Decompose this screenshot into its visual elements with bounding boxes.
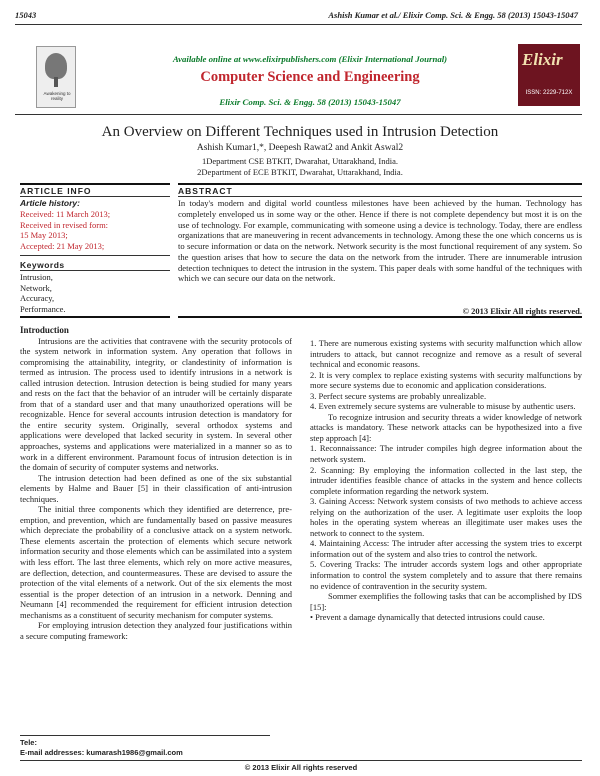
issn-label: ISSN: 2229-712X [525, 90, 573, 96]
keyword: Accuracy, [20, 293, 55, 303]
abstract-copyright: © 2013 Elixir All rights reserved. [462, 306, 582, 316]
paragraph: 1. There are numerous existing systems with security malfunction which allow intruders to attack, but cannot recognize and remove as a result of several technical and economic reasons. [310, 338, 582, 370]
running-header-citation: Ashish Kumar et al./ Elixir Comp. Sci. & Engg. 58 (2013) 15043-15047 [328, 10, 578, 20]
revised-label: Received in revised form: [20, 219, 109, 230]
elixir-logo [518, 44, 580, 106]
page-number: 15043 [15, 10, 37, 20]
paragraph: For employing intrusion detection they analyzed four justifications within a secure computing framework: [20, 620, 292, 641]
keyword: Intrusion, [20, 272, 53, 282]
paragraph: • Prevent a damage dynamically that detected intrusions could cause. [310, 612, 545, 623]
abstract-text: In today's modern and digital world countless milestones have been achieved by the human. Technology has completely enveloped us in some way or the other. Hence if there is not complete dependency but most it is on the use of technology. For example, communicating with someone using a device is technology. Today, there are endless organizations that are maneuvering in recent advancements in technology. Among these the one which concerns us is to secure information or data on the network. Network security is the most functional requirement of any system. So the question arises that how to secure the data on the network from the intruder. There are innumerable intrusion detection techniques to detect the intrusion in the system. This paper deals with some handful of the techniques with which we can secure our data on the network. [178, 198, 582, 284]
affiliation-2: 2Department of ECE BTKIT, Dwarahat, Uttarakhand, India. [197, 167, 403, 177]
elixir-logo-word: Elixir [522, 50, 563, 69]
journal-citation-line: Elixir Comp. Sci. & Engg. 58 (2013) 15043-15047 [219, 97, 401, 107]
publisher-logo [36, 46, 76, 108]
footer-copyright: © 2013 Elixir All rights reserved [244, 763, 358, 772]
revised-date: 15 May 2013; [20, 230, 68, 240]
article-info-heading: ARTICLE INFO [20, 186, 92, 196]
logo-caption: Awakening to reality [43, 91, 71, 101]
paragraph: 2. It is very complex to replace existing systems with security malfunctions by more secure systems due to economic and application considerations. [310, 369, 582, 391]
paragraph: 4. Maintaining Access: The intruder after accessing the system tries to excerpt information out of the system and also tries to control the network. [310, 538, 582, 559]
paragraph: To recognize intrusion and security threats a wider knowledge of network attacks is mandatory. These network attacks can be hypothesized into a five step approach [4]: [310, 411, 582, 443]
keyword: Network, [20, 282, 52, 293]
paragraph: 3. Gaining Access: Network system consists of two methods to achieve access relying on the authorization of the user. A legitimate user exploits the loop holes in the operating system whereas an illegitimate user makes uses the network to connect to the system. [310, 496, 582, 538]
footnote-rule [20, 735, 270, 736]
paragraph: The intrusion detection had been defined as one of the six substantial elements by Halme and Bauer [5] in their classification of anti-intrusion techniques. [20, 472, 292, 504]
tree-icon [45, 53, 67, 79]
paragraph: 2. Scanning: By employing the information collected in the last step, the intruder identifies feasible chance of attacks in the system and hence collects complete information regarding the network system. [310, 464, 582, 496]
keyword: Performance. [20, 303, 66, 314]
footer-rule [20, 760, 582, 761]
section-heading: Introduction [20, 325, 69, 335]
paragraph: 1. Reconnaissance: The intruder compiles high degree information about the network system. [310, 443, 582, 465]
author-list: Ashish Kumar1,*, Deepesh Rawat2 and Ankit Aswal2 [196, 143, 404, 153]
masthead-rule [15, 114, 582, 115]
body-left-column [20, 325, 292, 641]
paragraph: Intrusions are the activities that contravene with the security protocols of the system network in information system. Any operation that follows in compromising the attainability, integrity, or clandestinity of information is termed as intrusion. The process used to identify intrusions in a network is called intrusion detection. Intrusion detection is being studied for many years and rests on the fact that the behavior of an intruder will be certainly disparate from that of a standard user and that many unauthorized operations will be recognizable. Hence for several accounts intrusion detection is mandatory for the entire security system. Originally, several orthodox systems and applications were developed that lacked security in system. In several other approaches, systems and applications were materialized in a manner so as to work in a different environment. Paramount focus of intrusion detection is in the domain of security of computer systems and networks. [20, 335, 292, 473]
journal-name: Computer Science and Engineering [200, 69, 420, 85]
article-history [20, 209, 170, 251]
article-history-heading: Article history: [20, 198, 80, 208]
footnote-tele: Tele: [20, 738, 37, 747]
paragraph: 4. Even extremely secure systems are vulnerable to misuse by authentic users. [310, 401, 576, 412]
paragraph: Sommer exemplifies the following tasks that can be accomplished by IDS [15]: [310, 591, 582, 612]
received-date: Received: 11 March 2013; [20, 209, 111, 219]
body-right-column [310, 338, 582, 623]
keywords-heading: Keywords [20, 260, 65, 270]
header-rule [15, 24, 582, 25]
paragraph: 3. Perfect secure systems are probably unrealizable. [310, 390, 487, 401]
paragraph: The initial three components which they identified are deterrence, pre-emption, and prevention, which are fundamentally based on passive measures which depreciate the probability of a conclusive attack on a system network. These elements ascertain the protection of elements which secure network information security and those elements which can be assimilated into a system with less effort. The last three elements, which rely on more active measures, are deflection, detection, and countermeasures. These are devised to assure the protection of the vital elements of a network. Out of the six elements the most essential is the proper detection of an intrusion in a network. Denning and Neumann [4] recommended the requirement for efficient intrusion detection mechanisms as a constituent of security mechanism for computer systems. [20, 504, 292, 620]
footnote-email: E-mail addresses: kumarash1986@gmail.com [20, 748, 183, 757]
available-online-line: Available online at www.elixirpublishers.com (Elixir International Journal) [172, 54, 448, 64]
accepted-date: Accepted: 21 May 2013; [20, 240, 105, 251]
abstract-heading: ABSTRACT [178, 186, 233, 196]
paragraph: 5. Covering Tracks: The intruder accords system logs and other appropriate information to control the system completely and to assure that there remains no evidence of contravention in the security system. [310, 559, 582, 591]
keywords-list [20, 272, 170, 314]
affiliation-1: 1Department CSE BTKIT, Dwarahat, Uttarakhand, India. [202, 156, 398, 166]
paper-title: An Overview on Different Techniques used in Intrusion Detection [101, 124, 499, 140]
